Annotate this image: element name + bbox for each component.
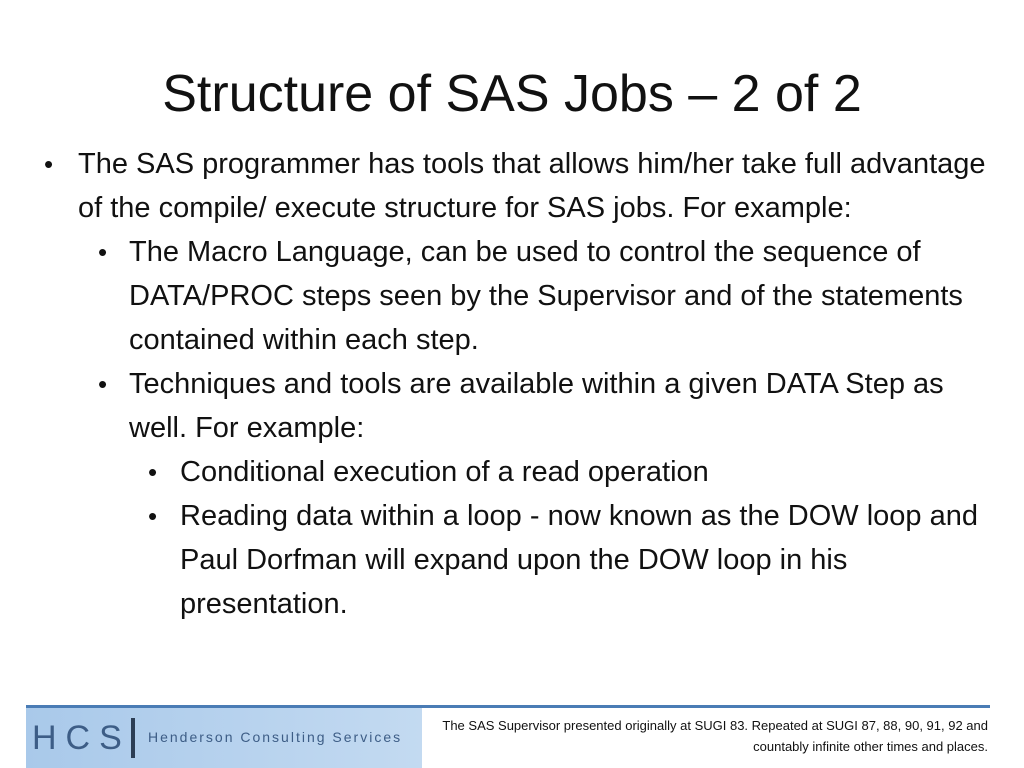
logo-letters: HCS xyxy=(32,719,131,757)
bullet-list xyxy=(40,142,1000,626)
bullet-level-2: • The Macro Language, can be used to control the sequence of DATA/PROC steps seen by the Supervisor and of the statements contained within each step. xyxy=(40,230,1000,362)
bullet-level-3: • Reading data within a loop - now known as the DOW loop and Paul Dorfman will expand upon the DOW loop in his presentation. xyxy=(40,494,1000,626)
slide-title: Structure of SAS Jobs – 2 of 2 xyxy=(162,65,862,123)
bullet-level-1: • The SAS programmer has tools that allows him/her take full advantage of the compile/ execute structure for SAS jobs. For example: xyxy=(40,142,1000,230)
footer-note: The SAS Supervisor presented originally at SUGI 83. Repeated at SUGI 87, 88, 90, 91, 92 and countably infinite other times and places. xyxy=(442,718,988,754)
logo-separator xyxy=(131,718,135,758)
logo-company-name: Henderson Consulting Services xyxy=(148,729,403,745)
bullet-level-3: • Conditional execution of a read operation xyxy=(40,450,1000,494)
company-logo xyxy=(26,708,422,768)
bullet-level-2: • Techniques and tools are available within a given DATA Step as well. For example: xyxy=(40,362,1000,450)
